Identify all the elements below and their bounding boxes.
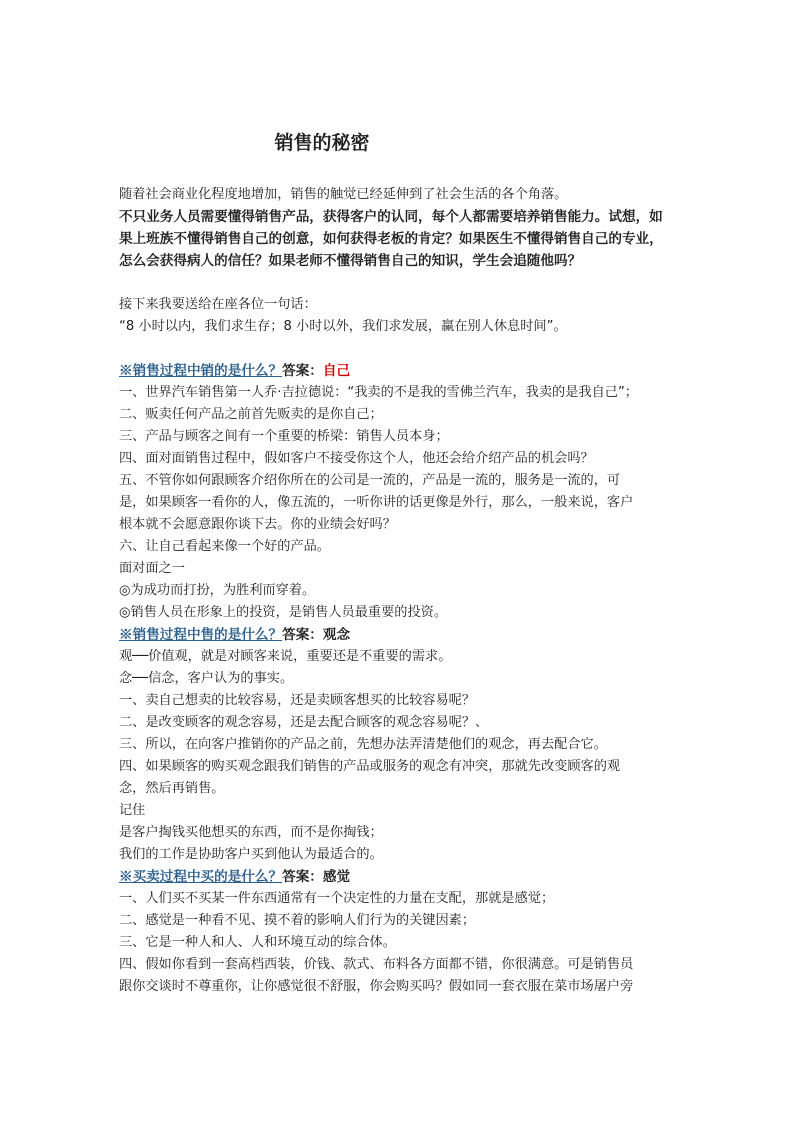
text-line: 三、所以，在向客户推销你的产品之前，先想办法弄清楚他们的观念，再去配合它。 (119, 737, 607, 752)
text-line: 我们的工作是协助客户买到他认为最适合的。 (119, 847, 383, 862)
section-question-link[interactable]: ※销售过程中售的是什么？ (119, 627, 283, 643)
document-body (119, 184, 675, 998)
text-line: 根本就不会愿意跟你谈下去。你的业绩会好吗？ (119, 517, 396, 532)
text-line: 一、世界汽车销售第一人乔·吉拉德说：“我卖的不是我的雪佛兰汽车，我卖的是我自己”； (119, 385, 638, 400)
spacer (119, 338, 675, 360)
text-line: 跟你交谈时不尊重你，让你感觉很不舒服，你会购买吗？假如同一套衣服在菜市场屠户旁 (119, 979, 634, 994)
spacer (119, 272, 675, 294)
text-line: 念，然后再销售。 (119, 781, 225, 796)
text-line: 四、假如你看到一套高档西装，价钱、款式、布料各方面都不错，你很满意。可是销售员 (119, 957, 634, 972)
section-heading-1 (119, 360, 675, 382)
answer-text: 观念 (322, 627, 351, 643)
answer-label: 答案： (282, 869, 323, 885)
answer-text: 感觉 (322, 869, 351, 885)
answer-label: 答案： (282, 627, 323, 643)
section-question-link[interactable]: ※销售过程中销的是什么？ (119, 363, 283, 379)
text-line: 五、不管你如何跟顾客介绍你所在的公司是一流的，产品是一流的，服务是一流的，可 (119, 473, 621, 488)
section-2-lines (119, 646, 675, 866)
text-line: 二、是改变顾客的观念容易，还是去配合顾客的观念容易呢？、 (119, 715, 489, 730)
text-line: ◎销售人员在形象上的投资，是销售人员最重要的投资。 (119, 605, 448, 620)
text-line: 六、让自己看起来像一个好的产品。 (119, 539, 330, 554)
text-line: 是，如果顾客一看你的人，像五流的，一听你讲的话更像是外行，那么，一般来说，客户 (119, 495, 634, 510)
section-3-lines (119, 888, 675, 998)
text-line: 一、卖自己想卖的比较容易，还是卖顾客想买的比较容易呢？ (119, 693, 476, 708)
text-line: 观──价值观，就是对顾客来说，重要还是不重要的需求。 (119, 649, 452, 664)
section-heading-3 (119, 866, 675, 888)
quote-text: “8 小时以内，我们求生存；8 小时以外，我们求发展，赢在别人休息时间”。 (119, 319, 567, 334)
text-line: 三、产品与顾客之间有一个重要的桥梁：销售人员本身； (119, 429, 449, 444)
text-line: 记住 (119, 803, 146, 818)
text-line: 面对面之一 (119, 561, 185, 576)
intro-paragraph: 随着社会商业化程度地增加，销售的触觉已经延伸到了社会生活的各个角落。 (119, 187, 568, 202)
document-title: 销售的秘密 (274, 132, 370, 154)
text-line: 一、人们买不买某一件东西通常有一个决定性的力量在支配，那就是感觉； (119, 891, 555, 906)
text-line: 二、贩卖任何产品之前首先贩卖的是你自己； (119, 407, 383, 422)
text-line: 是客户掏钱买他想买的东西，而不是你掏钱； (119, 825, 383, 840)
text-line: 四、如果顾客的购买观念跟我们销售的产品或服务的观念有冲突，那就先改变顾客的观 (119, 759, 621, 774)
text-line: 念──信念，客户认为的事实。 (119, 671, 294, 686)
text-line: ◎为成功而打扮，为胜利而穿着。 (119, 583, 316, 598)
section-1-lines (119, 382, 675, 624)
answer-text: 自己 (322, 363, 351, 379)
answer-label: 答案： (282, 363, 323, 379)
section-question-link[interactable]: ※买卖过程中买的是什么？ (119, 869, 283, 885)
section-heading-2 (119, 624, 675, 646)
quote-lead: 接下来我要送给在座各位一句话： (119, 297, 317, 312)
intro-bold-paragraph: 不只业务人员需要懂得销售产品，获得客户的认同，每个人都需要培养销售能力。试想，如果上班族不懂得销售自己的创意，如何获得老板的肯定？如果医生不懂得销售自己的专业，怎么会获得病人的信任？如果老师不懂得销售自己的知识，学生会追随他吗？ (119, 209, 663, 269)
text-line: 二、感觉是一种看不见、摸不着的影响人们行为的关键因素； (119, 913, 476, 928)
text-line: 三、它是一种人和人、人和环境互动的综合体。 (119, 935, 396, 950)
text-line: 四、面对面销售过程中，假如客户不接受你这个人，他还会给介绍产品的机会吗？ (119, 451, 594, 466)
